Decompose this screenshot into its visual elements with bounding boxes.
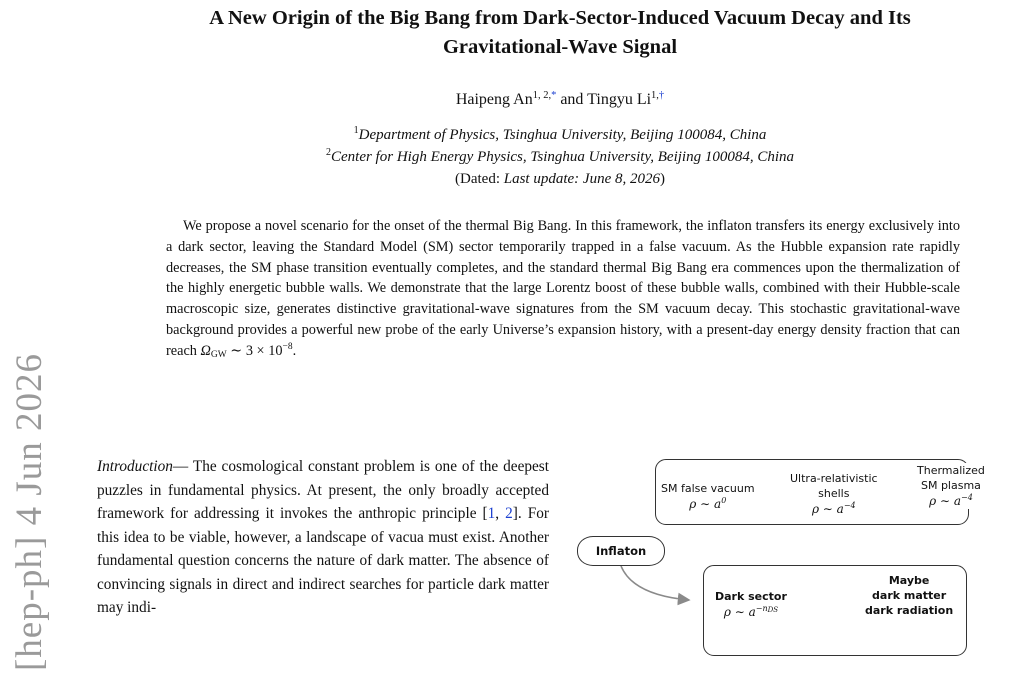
title-line-1: A New Origin of the Big Bang from Dark-Sector-Induced Vacuum Decay and Its [209,7,911,29]
citation-link[interactable]: 2 [505,505,513,522]
arxiv-stamp: [hep-ph] 4 Jun 2026 [9,352,50,672]
paper-title [150,4,970,62]
dated-line: (Dated: Last update: June 8, 2026) [455,171,665,187]
affiliation-1: $^1$Department of Physics, Tsinghua University, Beijing 100084, China [353,125,767,143]
sm-false-vacuum-node: SM false vacuum ρ ∼ $a^0$ [661,482,755,511]
citation-link[interactable]: 1 [487,505,496,522]
corresponding-mark[interactable]: * [551,90,557,101]
author-name: Haipeng An [455,91,533,108]
abstract: We propose a novel scenario for the onset of the thermal Big Bang. In this framework, the inflaton transfers its energy exclusively into a dark sector, leaving the Standard Model (SM) sector temporarily trapped in a false vacuum. As the Hubble expansion rate rapidly decreases, the SM phase transition eventually completes, and the standard thermal Big Bang era commences upon the thermalization of the highly energetic bubble walls. We demonstrate that the large Lorentz boost of these bubble walls, combined with their Hubble-scale macroscopic size, generates distinctive gravitational-wave signatures from the SM vacuum decay. This stochastic gravitational-wave background provides a powerful new probe of the early Universe’s expansion history, with a present-day energy density fraction that can reach $\Omega_{GW}$ ∼ $3 \times 10^{-8}$. [166,218,960,360]
ultra-relativistic-shells-node: Ultra-relativistic shells ρ ∼ $a^{-4}$ [790,472,878,516]
dark-sector-node: Dark sector ρ ∼ $a^{-n_{DS}}$ [715,590,787,619]
arrow-inflaton-to-dark [621,566,689,600]
scenario-diagram [575,455,985,660]
author-list [150,89,970,111]
introduction-paragraph: Introduction— The cosmological constant problem is one of the deepest puzzles in fundamental physics. At present, the only broadly accepted framework for addressing it invokes the anthropic principle [1, 2]. For this idea to be viable, however, a landscape of vacua must exist. Another fundamental question concerns the nature of dark matter. The absence of convincing signals in direct and indirect searches for particle dark matter may indi- [97,458,549,616]
inflaton-cloud: Inflaton [577,536,665,566]
dark-matter-radiation-node: Maybe dark matter dark radiation [865,574,954,617]
thermalized-sm-plasma-node: Thermalized SM plasma ρ ∼ $a^{-4}$ [917,464,985,508]
author-affil-marks: 1, 2,* [532,90,557,101]
section-heading: Introduction [97,458,173,475]
corresponding-mark[interactable]: † [658,90,665,101]
author-conjunction: and [560,91,584,108]
title-line-2: Gravitational-Wave Signal [442,36,678,58]
author-name: Tingyu Li [587,91,652,108]
affiliation-2: $^2$Center for High Energy Physics, Tsinghua University, Beijing 100084, China [325,147,795,165]
author-affil-marks: 1,† [651,90,665,101]
